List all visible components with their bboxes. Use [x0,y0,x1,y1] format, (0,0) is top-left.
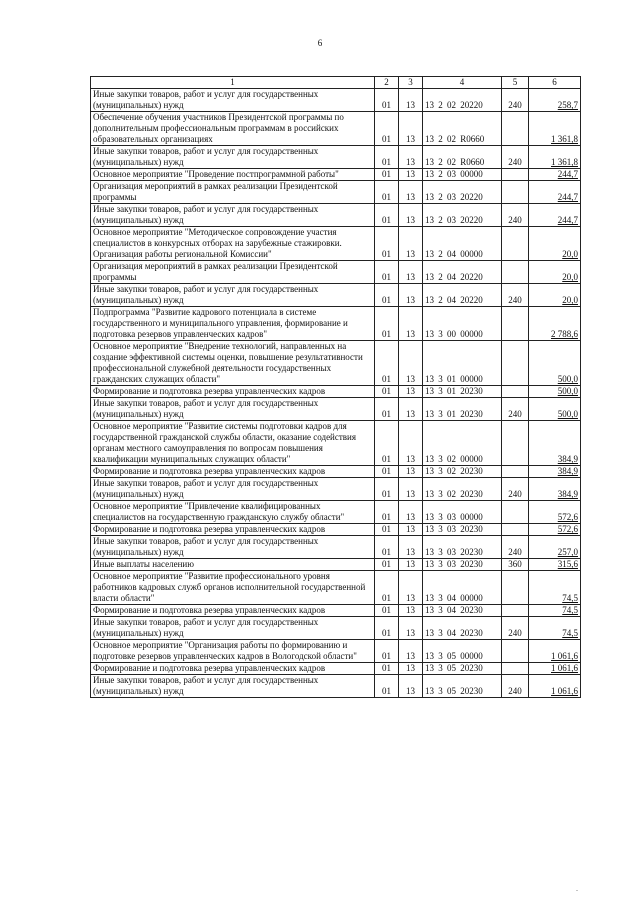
subsection-cell: 13 [399,605,423,617]
expense-name-cell: Формирование и подготовка резерва управленческих кадров [91,386,375,398]
expense-name-cell: Основное мероприятие "Внедрение технологий, направленных на создание эффективной системы оценки, повышение результативности профессиональной служебной деятельности государственных гражданских служащих области" [91,341,375,386]
target-article-cell: 13 3 04 20230 [423,617,502,640]
expense-name-cell: Иные закупки товаров, работ и услуг для государственных (муниципальных) нужд [91,617,375,640]
expense-type-cell [502,524,529,536]
subsection-cell: 13 [399,478,423,501]
section-cell: 01 [375,675,399,698]
expense-name-cell: Организация мероприятий в рамках реализации Президентской программы [91,181,375,204]
expense-type-cell: 360 [502,559,529,571]
expense-type-cell: 240 [502,675,529,698]
section-cell: 01 [375,307,399,341]
subsection-cell: 13 [399,307,423,341]
amount-cell: 500,0 [529,341,581,386]
target-article-cell: 13 3 05 20230 [423,675,502,698]
section-cell: 01 [375,559,399,571]
expense-type-cell [502,421,529,466]
expense-type-cell [502,227,529,261]
target-article-cell: 13 2 03 20220 [423,204,502,227]
expense-name-cell: Иные закупки товаров, работ и услуг для государственных (муниципальных) нужд [91,89,375,112]
subsection-cell: 13 [399,386,423,398]
subsection-cell: 13 [399,146,423,169]
expense-type-cell [502,181,529,204]
expense-name-cell: Основное мероприятие "Развитие профессионального уровня работников кадровых служб органов исполнительной государственной власти области" [91,571,375,605]
table-row [91,169,581,181]
table-row [91,386,581,398]
target-article-cell: 13 3 05 20230 [423,663,502,675]
amount-cell: 244,7 [529,169,581,181]
subsection-cell: 13 [399,112,423,146]
expense-type-cell [502,261,529,284]
table-row [91,261,581,284]
expense-type-cell [502,501,529,524]
expense-type-cell: 240 [502,536,529,559]
target-article-cell: 13 3 04 00000 [423,571,502,605]
table-row [91,605,581,617]
subsection-cell: 13 [399,617,423,640]
table-row [91,501,581,524]
header-col-1: 1 [91,77,375,89]
expense-type-cell: 240 [502,398,529,421]
section-cell: 01 [375,398,399,421]
table-row [91,341,581,386]
expense-type-cell: 240 [502,284,529,307]
section-cell: 01 [375,386,399,398]
target-article-cell: 13 3 02 20230 [423,466,502,478]
subsection-cell: 13 [399,466,423,478]
table-row [91,524,581,536]
amount-cell: 384,9 [529,466,581,478]
expense-type-cell: 240 [502,146,529,169]
table-row [91,421,581,466]
subsection-cell: 13 [399,640,423,663]
amount-cell: 74,5 [529,617,581,640]
expense-name-cell: Основное мероприятие "Привлечение квалифицированных специалистов на государственную гражданскую службу области" [91,501,375,524]
section-cell: 01 [375,204,399,227]
expense-name-cell: Основное мероприятие "Проведение постпрограммной работы" [91,169,375,181]
expense-type-cell [502,307,529,341]
expense-name-cell: Формирование и подготовка резерва управленческих кадров [91,663,375,675]
table-row [91,307,581,341]
header-col-3: 3 [399,77,423,89]
amount-cell: 1 061,6 [529,675,581,698]
expense-name-cell: Иные закупки товаров, работ и услуг для государственных (муниципальных) нужд [91,204,375,227]
target-article-cell: 13 3 03 20230 [423,536,502,559]
section-cell: 01 [375,89,399,112]
section-cell: 01 [375,341,399,386]
table-row [91,227,581,261]
target-article-cell: 13 2 02 R0660 [423,112,502,146]
table-row [91,204,581,227]
subsection-cell: 13 [399,341,423,386]
table-row [91,571,581,605]
table-row [91,536,581,559]
section-cell: 01 [375,261,399,284]
target-article-cell: 13 2 02 20220 [423,89,502,112]
table-row [91,617,581,640]
subsection-cell: 13 [399,227,423,261]
table-row [91,478,581,501]
section-cell: 01 [375,146,399,169]
subsection-cell: 13 [399,571,423,605]
section-cell: 01 [375,421,399,466]
amount-cell: 20,0 [529,284,581,307]
target-article-cell: 13 2 04 20220 [423,261,502,284]
amount-cell: 384,9 [529,421,581,466]
target-article-cell: 13 3 05 00000 [423,640,502,663]
page-number: 6 [317,38,323,48]
section-cell: 01 [375,112,399,146]
expense-type-cell: 240 [502,478,529,501]
table-row [91,559,581,571]
header-col-2: 2 [375,77,399,89]
expense-type-cell [502,466,529,478]
section-cell: 01 [375,501,399,524]
amount-cell: 74,5 [529,605,581,617]
budget-table [90,76,581,698]
table-row [91,146,581,169]
subsection-cell: 13 [399,524,423,536]
expense-name-cell: Формирование и подготовка резерва управленческих кадров [91,524,375,536]
amount-cell: 572,6 [529,501,581,524]
table-row [91,284,581,307]
expense-type-cell: 240 [502,617,529,640]
section-cell: 01 [375,466,399,478]
expense-name-cell: Иные закупки товаров, работ и услуг для государственных (муниципальных) нужд [91,675,375,698]
expense-name-cell: Организация мероприятий в рамках реализации Президентской программы [91,261,375,284]
subsection-cell: 13 [399,204,423,227]
expense-type-cell [502,341,529,386]
amount-cell: 20,0 [529,227,581,261]
table-row [91,181,581,204]
target-article-cell: 13 3 04 20230 [423,605,502,617]
expense-name-cell: Иные выплаты населению [91,559,375,571]
table-row [91,640,581,663]
subsection-cell: 13 [399,181,423,204]
expense-type-cell [502,386,529,398]
subsection-cell: 13 [399,663,423,675]
expense-type-cell [502,640,529,663]
amount-cell: 20,0 [529,261,581,284]
expense-name-cell: Формирование и подготовка резерва управленческих кадров [91,605,375,617]
header-col-5: 5 [502,77,529,89]
target-article-cell: 13 3 00 00000 [423,307,502,341]
section-cell: 01 [375,640,399,663]
section-cell: 01 [375,478,399,501]
amount-cell: 384,9 [529,478,581,501]
target-article-cell: 13 3 01 20230 [423,386,502,398]
section-cell: 01 [375,663,399,675]
table-row [91,675,581,698]
table-row [91,89,581,112]
expense-type-cell [502,169,529,181]
target-article-cell: 13 2 04 20220 [423,284,502,307]
subsection-cell: 13 [399,398,423,421]
expense-type-cell [502,605,529,617]
expense-name-cell: Иные закупки товаров, работ и услуг для государственных (муниципальных) нужд [91,284,375,307]
amount-cell: 2 788,6 [529,307,581,341]
target-article-cell: 13 3 03 00000 [423,501,502,524]
section-cell: 01 [375,605,399,617]
amount-cell: 74,5 [529,571,581,605]
footer-mark: . [576,884,578,893]
expense-name-cell: Подпрограмма "Развитие кадрового потенциала в системе государственного и муниципального управления, формирование и подготовка резервов управленческих кадров" [91,307,375,341]
amount-cell: 315,6 [529,559,581,571]
subsection-cell: 13 [399,675,423,698]
expense-type-cell [502,571,529,605]
expense-type-cell: 240 [502,204,529,227]
target-article-cell: 13 2 03 20220 [423,181,502,204]
table-row [91,398,581,421]
amount-cell: 500,0 [529,398,581,421]
table-row [91,663,581,675]
subsection-cell: 13 [399,559,423,571]
subsection-cell: 13 [399,89,423,112]
expense-name-cell: Формирование и подготовка резерва управленческих кадров [91,466,375,478]
target-article-cell: 13 3 01 00000 [423,341,502,386]
expense-type-cell: 240 [502,89,529,112]
target-article-cell: 13 3 02 20230 [423,478,502,501]
section-cell: 01 [375,227,399,261]
section-cell: 01 [375,181,399,204]
subsection-cell: 13 [399,261,423,284]
subsection-cell: 13 [399,169,423,181]
section-cell: 01 [375,571,399,605]
amount-cell: 1 361,8 [529,146,581,169]
table-header-row [91,77,581,89]
target-article-cell: 13 3 03 20230 [423,524,502,536]
expense-name-cell: Основное мероприятие "Развитие системы подготовки кадров для государственной гражданской службы области, оказание содействия органам местного самоуправления по вопросам повышения квалификации муниципальных служащих области" [91,421,375,466]
expense-type-cell [502,663,529,675]
target-article-cell: 13 2 03 00000 [423,169,502,181]
expense-name-cell: Основное мероприятие "Методическое сопровождение участия специалистов в конкурсных отборах на зарубежные стажировки. Организация работы региональной Комиссии" [91,227,375,261]
header-col-4: 4 [423,77,502,89]
section-cell: 01 [375,284,399,307]
amount-cell: 572,6 [529,524,581,536]
target-article-cell: 13 2 02 R0660 [423,146,502,169]
subsection-cell: 13 [399,421,423,466]
section-cell: 01 [375,524,399,536]
expense-name-cell: Иные закупки товаров, работ и услуг для государственных (муниципальных) нужд [91,146,375,169]
expense-name-cell: Иные закупки товаров, работ и услуг для государственных (муниципальных) нужд [91,478,375,501]
amount-cell: 257,0 [529,536,581,559]
amount-cell: 1 361,8 [529,112,581,146]
amount-cell: 1 061,6 [529,640,581,663]
amount-cell: 500,0 [529,386,581,398]
subsection-cell: 13 [399,284,423,307]
amount-cell: 1 061,6 [529,663,581,675]
target-article-cell: 13 2 04 00000 [423,227,502,261]
target-article-cell: 13 3 02 00000 [423,421,502,466]
subsection-cell: 13 [399,501,423,524]
expense-name-cell: Обеспечение обучения участников Президентской программы по дополнительным профессиональным программам в российских образовательных организациях [91,112,375,146]
header-col-6: 6 [529,77,581,89]
expense-name-cell: Иные закупки товаров, работ и услуг для государственных (муниципальных) нужд [91,536,375,559]
subsection-cell: 13 [399,536,423,559]
expense-name-cell: Основное мероприятие "Организация работы по формированию и подготовке резервов управленческих кадров в Вологодской области" [91,640,375,663]
table-row [91,112,581,146]
section-cell: 01 [375,536,399,559]
target-article-cell: 13 3 03 20230 [423,559,502,571]
section-cell: 01 [375,617,399,640]
amount-cell: 258,7 [529,89,581,112]
expense-type-cell [502,112,529,146]
section-cell: 01 [375,169,399,181]
target-article-cell: 13 3 01 20230 [423,398,502,421]
amount-cell: 244,7 [529,181,581,204]
table-row [91,466,581,478]
expense-name-cell: Иные закупки товаров, работ и услуг для государственных (муниципальных) нужд [91,398,375,421]
amount-cell: 244,7 [529,204,581,227]
